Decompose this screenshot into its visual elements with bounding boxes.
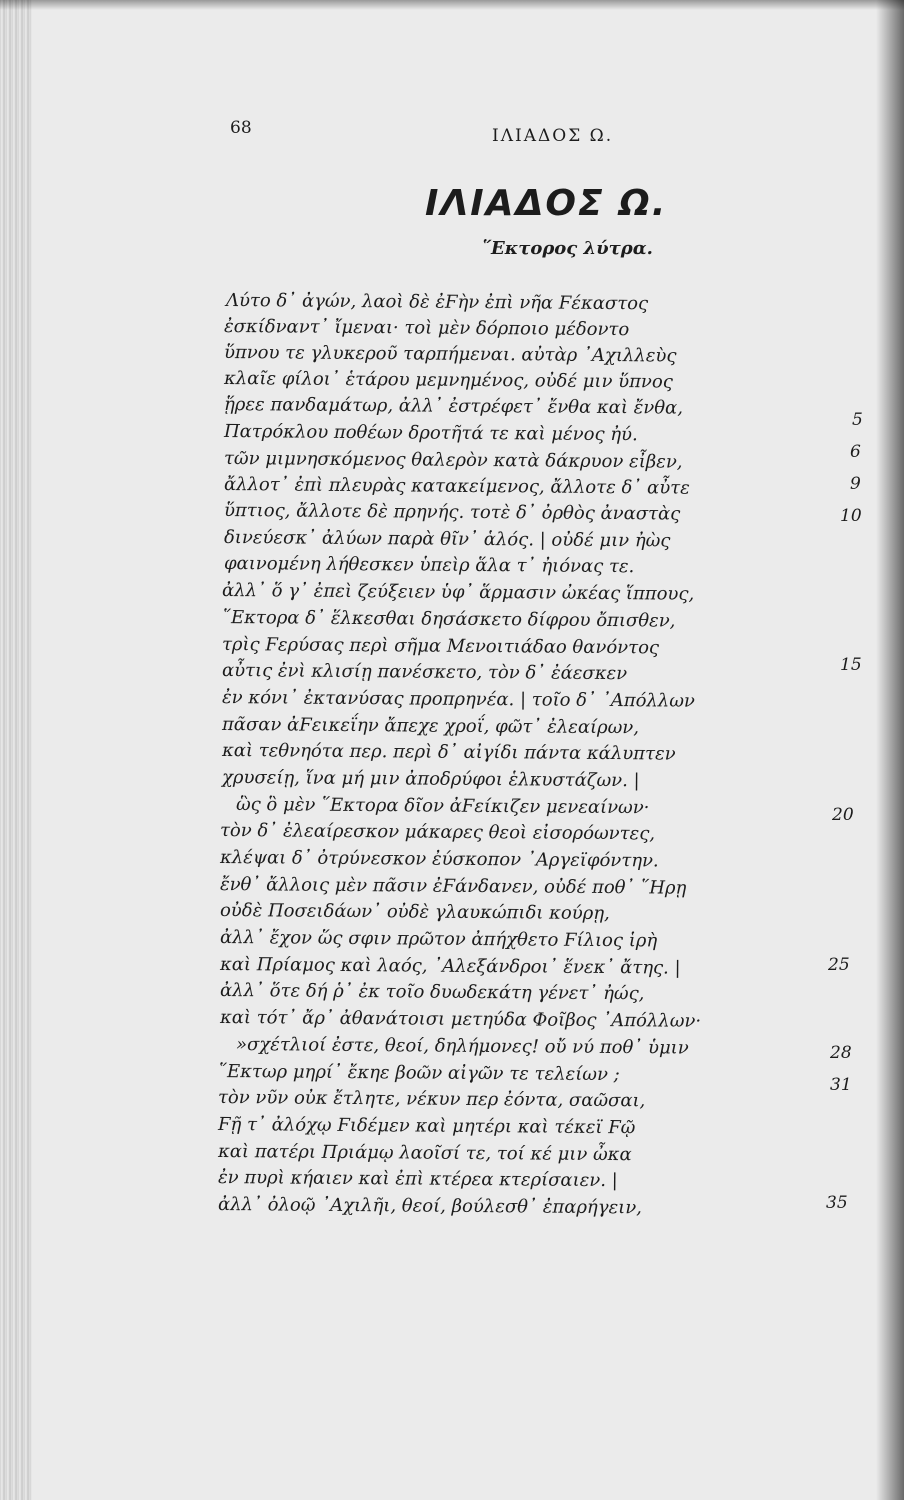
verse-line: πᾶσαν ἀϜεικεΐην ἄπεχε χροΐ, φῶτ᾽ ἐλεαίρων, bbox=[221, 714, 640, 739]
line-number: 20 bbox=[832, 805, 854, 825]
page-subtitle: ῞Εκτορος λύτρα. bbox=[482, 238, 653, 259]
verse-line: καὶ τότ᾽ ἄρ᾽ ἀθανάτοισι μετηύδα Φοῖβος ᾿Απόλλων· bbox=[219, 1007, 702, 1032]
verse-line: ὕπτιος, ἄλλοτε δὲ πρηνής. τοτὲ δ᾽ ὀρθὸς ἀναστὰς bbox=[223, 500, 681, 525]
top-shadow bbox=[0, 0, 904, 10]
page-stack-edge bbox=[0, 0, 32, 1500]
running-head: ΙΛΙΑΔΟΣ Ω. bbox=[492, 126, 614, 146]
verse-line: δινεύεσκ᾽ ἀλύων παρὰ θῖν᾽ ἁλός. | οὐδέ μιν ἠὼς bbox=[223, 527, 671, 552]
page-title: ΙΛΙΑΔΟΣ Ω. bbox=[425, 183, 668, 224]
verse-line: καὶ πατέρι Πριάμῳ λαοῖσί τε, τοί κέ μιν ὦκα bbox=[217, 1141, 632, 1166]
verse-line: ἀλλ᾽ ὅ γ᾽ ἐπεὶ ζεύξειεν ὑφ᾽ ἅρμασιν ὠκέας ἵππους, bbox=[221, 580, 695, 605]
verse-line: ἀλλ᾽ ὀλοῷ ᾿Αχιλῆι, θεοί, βούλεσθ᾽ ἐπαρήγειν, bbox=[217, 1194, 642, 1219]
verse-line: ὕπνου τε γλυκεροῦ ταρπήμεναι. αὐτὰρ ᾿Αχιλλεὺς bbox=[223, 342, 677, 367]
verse-line: ἐσκίδναντ᾽ ἴμεναι· τοὶ μὲν δόρποιο μέδοντο bbox=[223, 316, 630, 341]
verse-line: καὶ Πρίαμος καὶ λαός, ᾿Αλεξάνδροι᾽ ἕνεκ᾽ ἄτης. | bbox=[219, 954, 681, 979]
verse-line: ἀλλ᾽ ἔχον ὥς σφιν πρῶτον ἀπήχθετο Ϝίλιος ἱρὴ bbox=[219, 927, 658, 952]
verse-line: ὣς ὃ μὲν ῞Εκτορα δῖον ἀϜείκιζεν μενεαίνων· bbox=[235, 794, 650, 819]
verse-line: ῞Εκτωρ μηρί᾽ ἔκηε βοῶν αἰγῶν τε τελείων ; bbox=[217, 1061, 620, 1086]
verse-line: τὸν νῦν οὐκ ἔτλητε, νέκυν περ ἐόντα, σαῶσαι, bbox=[217, 1087, 646, 1112]
verse-line: ἐν πυρὶ κήαιεν καὶ ἐπὶ κτέρεα κτερίσαιεν. | bbox=[217, 1167, 618, 1192]
verse-line: αὖτις ἐνὶ κλισίῃ πανέσκετο, τὸν δ᾽ ἐάεσκεν bbox=[221, 660, 628, 685]
verse-line: τρὶς Ϝερύσας περὶ σῆμα Μενοιτιάδαο θανόντος bbox=[221, 634, 660, 659]
verse-line: οὐδὲ Ποσειδάων᾽ οὐδὲ γλαυκώπιδι κούρῃ, bbox=[219, 900, 610, 925]
line-number: 31 bbox=[830, 1075, 852, 1095]
line-number: 9 bbox=[850, 474, 861, 494]
verse-line: καὶ τεθνηότα περ. περὶ δ᾽ αἰγίδι πάντα κάλυπτεν bbox=[221, 740, 676, 765]
verse-line: ἀλλ᾽ ὅτε δή ῥ᾽ ἐκ τοῖο δυωδεκάτη γένετ᾽ ἠώς, bbox=[219, 980, 645, 1005]
page-number: 68 bbox=[230, 118, 252, 138]
line-number: 25 bbox=[828, 955, 850, 975]
verse-line: κλέψαι δ᾽ ὀτρύνεσκον ἐύσκοπον ᾿Αργεϊφόντην. bbox=[219, 847, 659, 872]
line-number: 6 bbox=[850, 442, 861, 462]
verse-line: ἔνθ᾽ ἄλλοις μὲν πᾶσιν ἐϜάνδανεν, οὐδέ ποθ᾽ ῞Ηρῃ bbox=[219, 874, 687, 899]
verse-line: »σχέτλιοί ἐστε, θεοί, δηλήμονες! οὔ νύ ποθ᾽ ὑμιν bbox=[235, 1034, 689, 1059]
verse-line: χρυσείῃ, ἵνα μή μιν ἀποδρύφοι ἑλκυστάζων. | bbox=[221, 767, 640, 792]
verse-line: κλαῖε φίλοι᾽ ἑτάρου μεμνημένος, οὐδέ μιν ὕπνος bbox=[223, 368, 673, 393]
line-number: 28 bbox=[830, 1043, 852, 1063]
verse-line: ἄλλοτ᾽ ἐπὶ πλευρὰς κατακείμενος, ἄλλοτε δ᾽ αὖτε bbox=[223, 474, 690, 499]
verse-line: Πατρόκλου ποθέων δροτῆτά τε καὶ μένος ἠύ. bbox=[223, 421, 638, 446]
verse-line: ῞Εκτορα δ᾽ ἕλκεσθαι δησάσκετο δίφρου ὄπισθεν, bbox=[221, 607, 676, 632]
verse-line: τὸν δ᾽ ἐλεαίρεσκον μάκαρες θεοὶ εἰσορόωντες, bbox=[219, 820, 656, 845]
line-number: 35 bbox=[826, 1193, 848, 1213]
verse-line: ἐν κόνι᾽ ἐκτανύσας προπρηνέα. | τοῖο δ᾽ ᾿Απόλλων bbox=[221, 687, 695, 712]
verse-line: Λύτο δ᾽ ἀγών, λαοὶ δὲ ἐϜὴν ἐπὶ νῆα Ϝέκαστος bbox=[225, 290, 649, 315]
line-number: 10 bbox=[840, 506, 862, 526]
binding-shadow bbox=[876, 0, 904, 1500]
verse-line: τῶν μιμνησκόμενος θαλερὸν κατὰ δάκρυον εἶβεν, bbox=[223, 448, 683, 473]
verse-line: φαινομένη λήθεσκεν ὑπεὶρ ἅλα τ᾽ ἠιόνας τε. bbox=[223, 553, 635, 578]
verse-line: ᾕρεε πανδαμάτωρ, ἀλλ᾽ ἐστρέφετ᾽ ἔνθα καὶ ἔνθα, bbox=[223, 394, 684, 419]
verse-line: Ϝῇ τ᾽ ἀλόχῳ Ϝιδέμεν καὶ μητέρι καὶ τέκεϊ Ϝῷ bbox=[217, 1114, 636, 1139]
line-number: 5 bbox=[852, 410, 863, 430]
line-number: 15 bbox=[840, 655, 862, 675]
